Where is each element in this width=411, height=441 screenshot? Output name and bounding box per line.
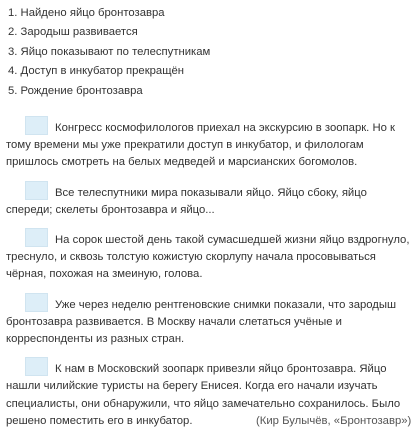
answer-box[interactable] bbox=[25, 116, 48, 135]
paragraph-line: Уже через неделю рентгеновские снимки показали, что зародыш bbox=[55, 298, 397, 311]
list-item: 4. Доступ в инкубатор прекращён bbox=[8, 65, 185, 78]
paragraph bbox=[6, 228, 410, 284]
paragraph-line: Все телеспутники мира показывали яйцо. Яйцо сбоку, яйцо bbox=[55, 186, 367, 199]
paragraph-line: бронтозавра развивается. В Москву начали слетаться учёные и bbox=[6, 315, 342, 328]
paragraph-line: чёрная, похожая на змеиную, голова. bbox=[6, 268, 203, 281]
list-item: 3. Яйцо показывают по телеспутникам bbox=[8, 45, 211, 58]
paragraph-line: решено поместить его в инкубатор. bbox=[6, 414, 193, 427]
plot-points-list bbox=[8, 4, 210, 101]
list-item: 5. Рождение бронтозавра bbox=[8, 84, 143, 97]
paragraph-line: Конгресс космофилологов приехал на экскурсию в зоопарк. Но к bbox=[55, 122, 395, 134]
answer-box[interactable] bbox=[25, 293, 48, 312]
paragraph-line: корреспонденты из разных стран. bbox=[6, 333, 185, 346]
answer-box[interactable] bbox=[25, 357, 48, 376]
paragraph-line: На сорок шестой день такой сумасшедшей жизни яйцо вздрогнуло, bbox=[55, 234, 410, 247]
answer-box[interactable] bbox=[25, 181, 48, 200]
source-attribution: (Кир Булычёв, «Бронтозавр») bbox=[256, 415, 411, 427]
paragraph bbox=[6, 181, 396, 219]
text-fragments bbox=[6, 116, 411, 439]
paragraph-line: треснуло, и сквозь толстую кожистую скорлупу начала просовываться bbox=[6, 251, 376, 264]
paragraph bbox=[6, 116, 396, 172]
paragraph-line: спереди; скелеты бронтозавра и яйцо... bbox=[6, 203, 215, 216]
paragraph-line: специалисты, они обнаружили, что яйцо замечательно сохранилось. Было bbox=[6, 397, 401, 410]
paragraph-line: К нам в Московский зоопарк привезли яйцо бронтозавра. Яйцо bbox=[55, 363, 387, 376]
paragraph-line: нашли чилийские туристы на берегу Енисея. Когда его начали изучать bbox=[6, 380, 378, 393]
list-item: 2. Зародыш развивается bbox=[8, 26, 138, 39]
answer-box[interactable] bbox=[25, 228, 48, 247]
paragraph-line: тому времени мы уже прекратили доступ в инкубатор, и филологам bbox=[6, 139, 364, 152]
paragraph-line: пришлось смотреть на белых медведей и марсианских богомолов. bbox=[6, 156, 358, 169]
paragraph bbox=[6, 293, 396, 349]
list-item: 1. Найдено яйцо бронтозавра bbox=[8, 7, 165, 19]
